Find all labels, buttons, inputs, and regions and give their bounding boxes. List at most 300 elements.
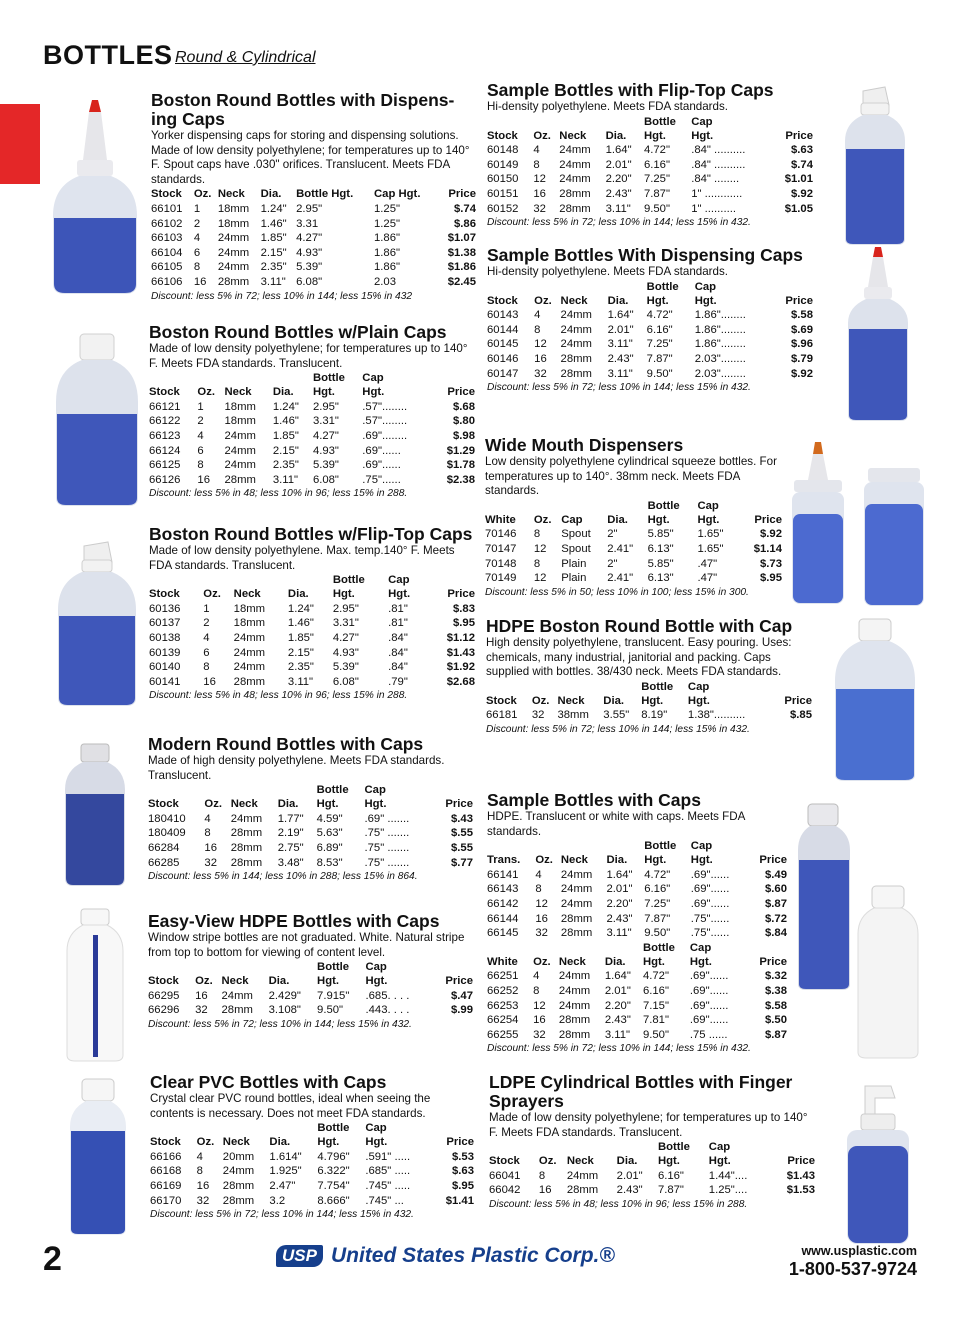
table-cell: 2.01" <box>606 883 633 896</box>
column-header: Hgt. <box>647 513 670 526</box>
table-cell: 9.50" <box>317 1004 344 1017</box>
column-group-header <box>561 499 607 513</box>
column-group-header <box>487 941 533 955</box>
column-group-header <box>770 1140 815 1154</box>
column-group-header <box>149 371 197 385</box>
column-group-header <box>608 280 647 294</box>
column-group-header <box>771 115 813 129</box>
table-cell: 9.50" <box>643 202 670 215</box>
column-header: Dia. <box>268 975 290 988</box>
table-cell: 2.20" <box>605 173 632 186</box>
table-cell: 2 <box>193 217 201 230</box>
table-cell: 4.72" <box>642 970 669 983</box>
table-cell: 16 <box>533 187 546 200</box>
column-group-header <box>533 115 559 129</box>
table-cell: 4.72" <box>646 309 673 322</box>
price-cell: $.43 <box>451 812 473 825</box>
table-row <box>487 172 813 187</box>
table-cell: .84" <box>388 661 408 674</box>
column-header: Hgt. <box>312 386 335 399</box>
table-cell: 4.59" <box>316 812 343 825</box>
table-cell: 4.27" <box>312 429 339 442</box>
table-cell: 1.64" <box>607 309 634 322</box>
column-header: Stock <box>486 694 517 707</box>
table-row <box>151 246 476 261</box>
price-cell: $1.07 <box>447 232 476 245</box>
price-cell: $.87 <box>765 897 787 910</box>
section-wide-mouth <box>485 436 782 600</box>
table-cell: 9.50" <box>642 1028 669 1041</box>
table-cell: 1" .......... <box>691 202 737 215</box>
table-cell: 8 <box>196 1165 203 1178</box>
column-group-header <box>195 960 221 974</box>
table-row <box>487 158 813 173</box>
table-cell: 32 <box>196 1194 210 1207</box>
price-cell: $.60 <box>765 883 787 896</box>
table-cell: 2.01" <box>607 323 634 336</box>
table-cell: .75" ....... <box>364 856 410 869</box>
table-cell: 24mm <box>560 338 592 351</box>
table-cell: 2" <box>607 528 618 541</box>
table-row <box>487 367 813 382</box>
table-cell: 2.41" <box>607 542 634 555</box>
section-title: Boston Round Bottles w/Flip-Top Caps <box>149 524 473 544</box>
stock-number: 66166 <box>150 1150 182 1163</box>
column-group-header <box>489 1140 539 1154</box>
section-title: Sample Bottles with Flip-Top Caps <box>487 80 774 100</box>
stock-number: 66042 <box>489 1184 521 1197</box>
column-group-header: Cap <box>687 680 710 693</box>
price-cell: $.79 <box>791 352 813 365</box>
table-cell: 24mm <box>559 173 591 186</box>
table-cell: 4 <box>535 868 542 881</box>
table-row <box>487 969 787 984</box>
column-header: Stock <box>151 188 182 201</box>
table-cell: 5.39" <box>296 261 323 274</box>
table-cell: .81" <box>388 617 408 630</box>
column-header: Price <box>754 513 782 526</box>
table-cell: .57"........ <box>362 415 408 428</box>
page-tab-marker <box>0 104 40 184</box>
table-cell: 4 <box>204 812 211 825</box>
column-header: Hgt. <box>365 975 388 988</box>
stock-number: 66102 <box>151 217 183 230</box>
table-cell: 4 <box>193 232 201 245</box>
table-cell: 8 <box>534 323 541 336</box>
table-cell: 24mm <box>233 661 266 674</box>
price-cell: $.95 <box>760 572 782 585</box>
page-title: BOTTLES <box>43 40 173 70</box>
table-cell: 1.44".... <box>708 1169 748 1182</box>
table-cell: 18mm <box>217 202 250 215</box>
table-cell: .443. . . . <box>365 1004 410 1017</box>
column-header: Hgt. <box>641 694 664 707</box>
table-cell: 2.20" <box>606 897 633 910</box>
column-header: Bottle Hgt. <box>296 188 354 201</box>
table-cell: 6.08" <box>332 675 359 688</box>
table-cell: 4.796" <box>317 1150 350 1163</box>
table-cell: .69"...... <box>362 444 401 457</box>
column-header: Stock <box>148 798 179 811</box>
stock-number: 66123 <box>149 429 181 442</box>
column-group-header: Bottle <box>657 1141 690 1154</box>
section-title: Wide Mouth Dispensers <box>485 435 684 455</box>
table-cell: 2.43" <box>606 912 633 925</box>
table-cell: 1.64" <box>605 144 632 157</box>
product-table <box>148 960 473 1018</box>
column-group-header <box>606 115 644 129</box>
section-sample-fliptop <box>487 81 813 230</box>
table-cell: 7.81" <box>642 1014 669 1027</box>
column-header: Hgt. <box>690 854 713 867</box>
column-header: Price <box>446 1136 474 1149</box>
table-cell: 1.77" <box>277 812 304 825</box>
table-cell: 28mm <box>560 927 593 940</box>
stock-number: 66255 <box>487 1028 519 1041</box>
column-header: Neck <box>224 386 252 399</box>
column-header: Hgt. <box>643 129 666 142</box>
column-header: Stock <box>150 1136 181 1149</box>
table-cell: 28mm <box>230 856 263 869</box>
table-row <box>150 1164 474 1179</box>
table-cell: 2.47" <box>269 1179 296 1192</box>
table-cell: 32 <box>534 367 547 380</box>
section-sample-dispensing <box>487 246 813 395</box>
plain-cap-bottle-image <box>50 330 144 510</box>
table-cell: 7.754" <box>317 1179 350 1192</box>
column-group-header <box>432 1121 474 1135</box>
column-group-header: Cap <box>708 1141 731 1154</box>
table-cell: 28mm <box>222 1194 255 1207</box>
column-header: Hgt. <box>364 798 387 811</box>
column-header: Neck <box>558 955 586 968</box>
table-cell: 16 <box>533 1014 546 1027</box>
column-group-header <box>204 783 230 797</box>
table-cell: 24mm <box>233 631 266 644</box>
column-header: Oz. <box>534 294 552 307</box>
column-header: Oz. <box>533 129 551 142</box>
table-cell: 7.87" <box>644 912 671 925</box>
table-cell: 6.13" <box>647 542 674 555</box>
price-cell: $.58 <box>765 999 787 1012</box>
table-cell: 24mm <box>560 323 592 336</box>
table-cell: 4.93" <box>296 246 323 259</box>
column-group-header: Cap <box>365 961 387 974</box>
column-header: Stock <box>148 975 179 988</box>
table-cell: 24mm <box>224 429 256 442</box>
usp-logo-mark: USP <box>276 1245 323 1267</box>
table-cell: 1.65" <box>697 528 724 541</box>
column-group-header: Bottle <box>647 499 680 512</box>
stock-number: 66252 <box>487 984 519 997</box>
table-cell: 1.925" <box>269 1165 302 1178</box>
product-table <box>489 1140 815 1198</box>
stock-number: 66296 <box>148 1004 180 1017</box>
table-row <box>487 308 813 323</box>
table-row <box>485 571 782 586</box>
table-cell: 1.86"........ <box>694 323 746 336</box>
table-cell: 3.2 <box>269 1194 286 1207</box>
price-cell: $1.29 <box>446 444 475 457</box>
section-description: Made of low density polyethylene. Max. temp.140° F. Meets FDA standards. Translucent. <box>149 544 455 572</box>
column-header: Dia. <box>605 129 627 142</box>
table-cell: 28mm <box>230 827 263 840</box>
table-cell: .84" .......... <box>691 158 746 171</box>
table-cell: .75"...... <box>690 927 730 940</box>
section-title: Clear PVC Bottles with Caps <box>150 1072 387 1092</box>
table-cell: 24mm <box>560 883 593 896</box>
product-table <box>150 1121 474 1208</box>
section-boston-dispensing <box>151 91 476 304</box>
product-table <box>487 280 813 382</box>
stock-number: 70146 <box>485 528 517 541</box>
column-header: Dia. <box>604 955 626 968</box>
table-cell: 6.16" <box>646 323 673 336</box>
stock-number: 66105 <box>151 261 183 274</box>
table-cell: 2.35" <box>272 459 299 472</box>
table-row <box>149 458 475 473</box>
sample-fliptop-bottle-image <box>835 85 915 250</box>
table-cell: 2.43" <box>605 187 632 200</box>
table-cell: 3.11" <box>607 367 633 380</box>
price-cell: $.58 <box>791 309 813 322</box>
column-header: Dia. <box>272 386 294 399</box>
table-cell: 7.915" <box>317 989 350 1002</box>
table-cell: 3.11" <box>260 275 286 288</box>
column-group-header <box>603 680 641 694</box>
column-group-header: Cap <box>691 115 713 128</box>
section-description: Low density polyethylene cylindrical squeeze bottles. For temperatures up to 140°. 38mm neck. Meets FDA standards. <box>485 455 777 498</box>
table-cell: .84" ........ <box>691 173 740 186</box>
column-group-header: Cap <box>362 372 384 385</box>
table-cell: 32 <box>195 1004 208 1017</box>
table-cell: 28mm <box>558 1014 591 1027</box>
column-header: Hgt. <box>697 513 720 526</box>
column-header: Price <box>759 854 787 867</box>
column-header: Oz. <box>535 854 553 867</box>
column-group-header <box>607 499 647 513</box>
table-cell: .69"........ <box>362 429 408 442</box>
table-cell: 4 <box>533 144 540 157</box>
table-cell: 24mm <box>217 232 250 245</box>
table-cell: 3.48" <box>277 856 304 869</box>
price-cell: $1.92 <box>446 661 475 674</box>
table-cell: 4 <box>203 631 210 644</box>
table-row <box>151 260 476 275</box>
column-group-header <box>431 371 475 385</box>
column-group-header <box>148 783 204 797</box>
table-cell: .84" <box>388 631 408 644</box>
table-cell: 8.666" <box>317 1194 350 1207</box>
discount-note: Discount: less 5% in 72; less 10% in 144; less 15% in 432. <box>148 1018 412 1030</box>
table-cell: .84" .......... <box>691 144 746 157</box>
modern-round-bottle-image <box>55 740 135 890</box>
table-cell: 3.31 <box>296 217 319 230</box>
column-header: Oz. <box>193 188 212 201</box>
column-header: Price <box>447 386 475 399</box>
table-row <box>487 868 787 883</box>
price-cell: $.98 <box>453 429 475 442</box>
column-header: Stock <box>149 588 180 601</box>
table-cell: 4.93" <box>332 646 359 659</box>
price-cell: $.55 <box>451 841 473 854</box>
column-header: Dia. <box>603 694 624 707</box>
stock-number: 66122 <box>149 415 181 428</box>
table-row <box>486 708 812 723</box>
column-header: Dia. <box>277 798 299 811</box>
column-group-header: Bottle <box>317 961 350 974</box>
product-table <box>485 499 782 586</box>
table-cell: 2.03 <box>374 275 397 288</box>
column-header: Trans. <box>487 854 521 867</box>
table-cell: 2.75" <box>277 841 304 854</box>
table-cell: .75" ....... <box>364 827 410 840</box>
table-cell: 32 <box>535 927 548 940</box>
stock-number: 66106 <box>151 275 183 288</box>
section-title: Easy-View HDPE Bottles with Caps <box>148 911 440 931</box>
table-cell: 8 <box>197 459 204 472</box>
stock-number: 60145 <box>487 338 519 351</box>
table-cell: 2 <box>203 617 210 630</box>
column-header: Oz. <box>195 975 213 988</box>
column-group-header <box>559 115 605 129</box>
table-cell: 2.95" <box>332 602 359 615</box>
table-cell: .685" ..... <box>365 1165 411 1178</box>
section-ldpe-sprayers <box>489 1073 815 1212</box>
stock-number: 66169 <box>150 1179 182 1192</box>
sample-dispensing-bottle-image <box>838 245 918 425</box>
column-header: Hgt. <box>362 386 385 399</box>
table-cell: 12 <box>533 999 546 1012</box>
product-table <box>487 839 787 941</box>
table-cell: 4 <box>534 309 541 322</box>
stock-number: 60140 <box>149 661 181 674</box>
column-header: Oz. <box>531 694 550 707</box>
section-sample-caps <box>487 791 787 1056</box>
column-group-header <box>231 783 278 797</box>
column-header: Stock <box>487 294 518 307</box>
column-header: Price <box>787 1155 815 1168</box>
table-cell: 5.63" <box>316 827 343 840</box>
column-group-header <box>567 1140 617 1154</box>
table-row <box>148 856 473 871</box>
price-cell: $.85 <box>790 709 812 722</box>
column-header: Price <box>784 694 812 707</box>
column-group-header: Bottle <box>641 680 674 693</box>
table-row <box>149 429 475 444</box>
table-cell: 24mm <box>224 444 256 457</box>
table-cell: 8 <box>538 1169 546 1182</box>
table-cell: 2.95" <box>312 400 339 413</box>
table-row <box>485 557 782 572</box>
discount-note: Discount: less 5% in 72; less 10% in 144; less 15% in 432 <box>151 290 413 302</box>
table-cell: 4.27" <box>296 232 323 245</box>
stock-number: 66126 <box>149 473 181 486</box>
table-row <box>149 414 475 429</box>
table-row <box>151 275 476 290</box>
table-cell: 24mm <box>217 261 250 274</box>
column-header: Hgt. <box>708 1155 731 1168</box>
price-cell: $.92 <box>791 367 813 380</box>
table-cell: 24mm <box>221 989 253 1002</box>
table-cell: .69"...... <box>689 984 729 997</box>
website-link[interactable]: www.usplastic.com <box>801 1244 917 1258</box>
table-cell: 32 <box>533 202 546 215</box>
column-group-header <box>747 839 787 853</box>
table-cell: 16 <box>195 989 208 1002</box>
discount-note: Discount: less 5% in 72; less 10% in 144; less 15% in 432. <box>487 217 751 229</box>
table-cell: 1.25" <box>374 202 401 215</box>
table-cell: 6.13" <box>647 572 674 585</box>
column-group-header <box>772 680 812 694</box>
discount-note: Discount: less 5% in 72; less 10% in 144; less 15% in 432. <box>150 1209 414 1221</box>
product-table <box>487 941 787 1043</box>
column-header: Price <box>445 975 473 988</box>
table-cell: 1.24" <box>287 602 314 615</box>
table-cell: .75"...... <box>690 912 730 925</box>
table-cell: 1.46" <box>272 415 299 428</box>
price-cell: $1.43 <box>446 646 475 659</box>
table-cell: Plain <box>561 572 587 585</box>
table-cell: 28mm <box>560 352 592 365</box>
discount-note: Discount: less 5% in 48; less 10% in 96; less 15% in 288. <box>149 690 408 702</box>
discount-note: Discount: less 5% in 50; less 10% in 100; less 15% in 300. <box>485 586 749 598</box>
column-header: Hgt. <box>388 588 411 601</box>
table-row <box>487 187 813 202</box>
table-row <box>485 527 782 542</box>
table-cell: .69"...... <box>690 868 730 881</box>
column-group-header <box>426 573 475 587</box>
table-row <box>149 400 475 415</box>
column-header: Neck <box>560 854 588 867</box>
table-cell: 8 <box>535 883 542 896</box>
column-group-header <box>485 499 534 513</box>
table-cell: 18mm <box>233 602 266 615</box>
column-group-header <box>149 573 203 587</box>
table-cell: 16 <box>203 675 216 688</box>
column-header: Dia. <box>269 1136 291 1149</box>
stock-number: 60138 <box>149 631 181 644</box>
column-group-header: Cap <box>388 574 410 587</box>
table-row <box>151 231 476 246</box>
table-cell: .69"...... <box>689 1014 729 1027</box>
table-cell: 4 <box>533 970 540 983</box>
column-group-header <box>561 839 607 853</box>
column-group-header <box>432 783 473 797</box>
table-cell: 4 <box>196 1150 203 1163</box>
table-cell: 28mm <box>559 202 591 215</box>
section-easy-view <box>148 912 473 1032</box>
table-cell: 12 <box>534 338 547 351</box>
table-cell: 1.24" <box>260 202 287 215</box>
column-header: Neck <box>217 188 245 201</box>
table-cell: 12 <box>533 173 546 186</box>
table-cell: .69" ....... <box>364 812 410 825</box>
table-row <box>148 989 473 1004</box>
section-title: Sample Bottles With Dispensing Caps <box>487 245 803 265</box>
sample-cap-bottles-image <box>792 800 932 1062</box>
price-cell: $.63 <box>452 1165 474 1178</box>
column-header: Oz. <box>197 386 215 399</box>
column-group-header: Cap <box>364 784 386 797</box>
table-cell: .745" ... <box>365 1194 404 1207</box>
table-cell: 24mm <box>224 459 256 472</box>
stock-number: 60144 <box>487 323 519 336</box>
table-cell: .69"...... <box>690 883 730 896</box>
column-group-header <box>288 573 333 587</box>
page-number: 2 <box>43 1240 62 1278</box>
table-cell: 28mm <box>560 912 593 925</box>
